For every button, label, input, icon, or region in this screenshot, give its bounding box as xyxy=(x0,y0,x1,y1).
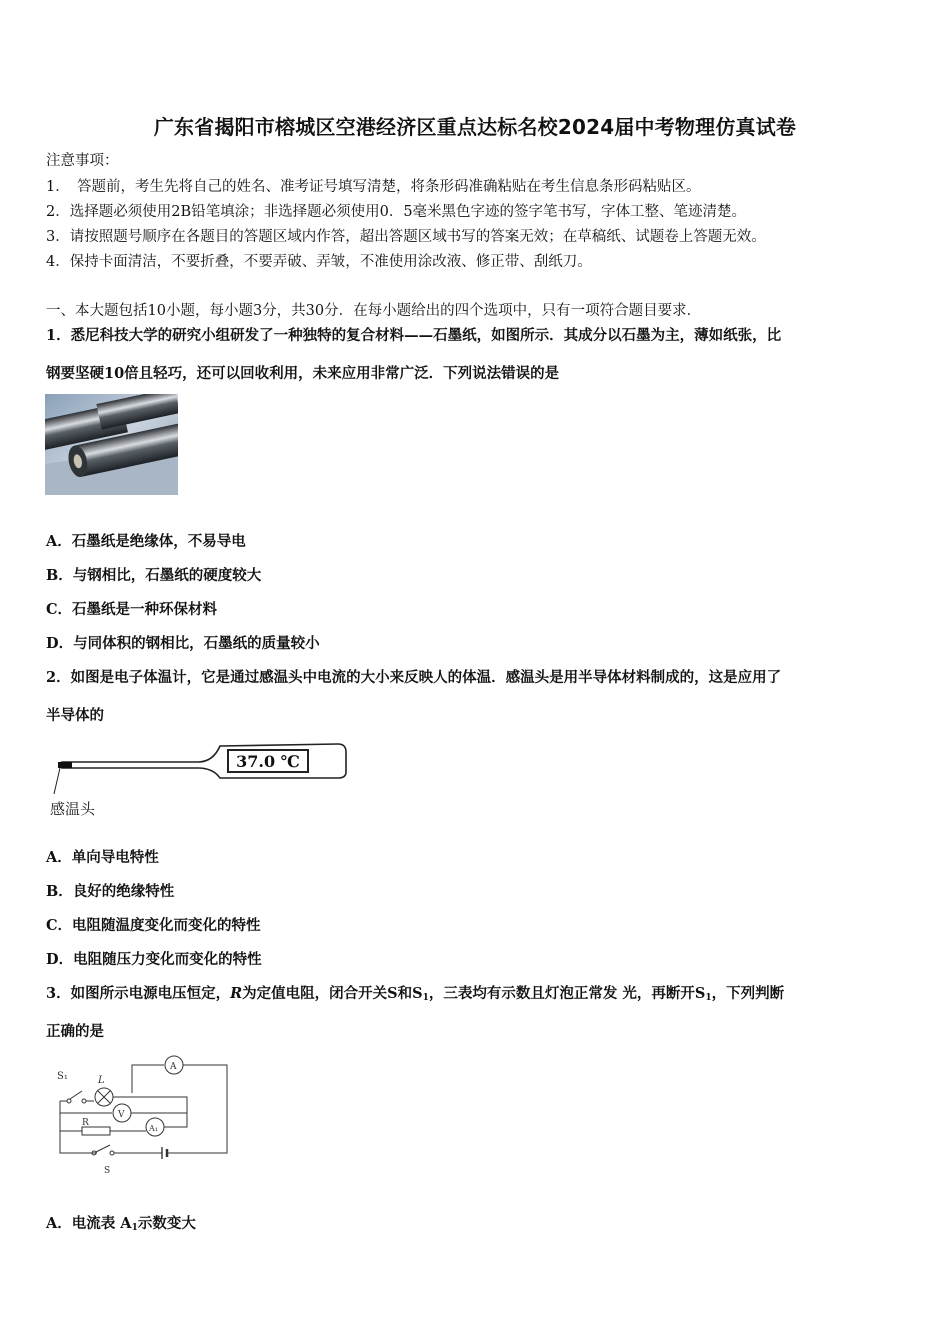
exam-title: 广东省揭阳市榕城区空港经济区重点达标名校2024届中考物理仿真试卷 xyxy=(153,115,797,139)
q3-option-a-sub: 1 xyxy=(131,1223,138,1233)
q3-stem-line1 xyxy=(46,985,784,1007)
q3-option-a xyxy=(46,1215,196,1237)
q3-stem-sub1: 1 xyxy=(422,993,429,1003)
graphite-rolls-image xyxy=(45,394,178,495)
q1-option-d: D．与同体积的钢相比，石墨纸的质量较小 xyxy=(46,635,320,652)
q3-stem-sub2: 1 xyxy=(705,993,712,1003)
q3-stem-part-d: ，下列判断 xyxy=(711,985,785,1002)
q3-stem-part-c: ，三表均有示数且灯泡正常发 光，再断开S xyxy=(428,985,706,1002)
circuit-label-a: A xyxy=(170,1062,177,1072)
q1-stem-line2: 钢要坚硬10倍且轻巧，还可以回收利用，未来应用非常广泛．下列说法错误的是 xyxy=(46,365,560,382)
q3-option-a-rest: 示数变大 xyxy=(137,1215,196,1232)
circuit-label-s1: S₁ xyxy=(57,1071,68,1082)
circuit-label-s: S xyxy=(104,1166,111,1176)
q2-option-d: D．电阻随压力变化而变化的特性 xyxy=(46,951,262,968)
q2-option-c: C．电阻随温度变化而变化的特性 xyxy=(46,917,261,934)
q1-option-a: A．石墨纸是绝缘体，不易导电 xyxy=(46,533,246,550)
q2-stem-line1: 2．如图是电子体温计，它是通过感温头中电流的大小来反映人的体温．感温头是用半导体材料制成的，这是应用了 xyxy=(46,669,782,686)
q3-stem-line2: 正确的是 xyxy=(46,1023,104,1040)
circuit-drawing xyxy=(52,1053,232,1178)
circuit-label-v: V xyxy=(118,1110,125,1120)
thermometer-reading: 37.0 ℃ xyxy=(236,752,300,771)
notes-item-4: 4．保持卡面清洁，不要折叠，不要弄破、弄皱，不准使用涂改液、修正带、刮纸刀。 xyxy=(46,254,592,270)
notes-item-2: 2．选择题必须使用2B铅笔填涂；非选择题必须使用0．5毫米黑色字迹的签字笔书写，字体工整、笔迹清楚。 xyxy=(46,204,747,220)
notes-item-3: 3．请按照题号顺序在各题目的答题区域内作答，超出答题区域书写的答案无效；在草稿纸、试题卷上答题无效。 xyxy=(46,229,766,245)
q3-stem-part-b: 为定值电阻，闭合开关S和S xyxy=(242,985,423,1002)
circuit-label-a1: A₁ xyxy=(149,1124,158,1133)
section-heading: 一、本大题包括10小题，每小题3分，共30分．在每小题给出的四个选项中，只有一项符合题目要求． xyxy=(46,303,702,319)
q2-option-a: A．单向导电特性 xyxy=(46,849,159,866)
q1-option-b: B．与钢相比，石墨纸的硬度较大 xyxy=(46,567,262,584)
notes-item-1: 1． 答题前，考生先将自己的姓名、准考证号填写清楚，将条形码准确粘贴在考生信息条形码粘贴区。 xyxy=(46,179,701,195)
thermometer-figure xyxy=(48,738,350,822)
q2-stem-line2: 半导体的 xyxy=(46,707,104,724)
probe-label: 感温头 xyxy=(50,800,96,818)
circuit-diagram xyxy=(52,1053,232,1178)
q3-stem-r: R xyxy=(230,985,243,1002)
q1-option-c: C．石墨纸是一种环保材料 xyxy=(46,601,218,618)
circuit-label-r: R xyxy=(82,1118,89,1128)
graphite-paper-photo xyxy=(45,394,178,495)
circuit-label-l: L xyxy=(98,1075,105,1086)
notes-heading: 注意事项： xyxy=(46,153,119,169)
q3-option-a-main: A．电流表 A xyxy=(46,1215,132,1232)
thermometer-drawing xyxy=(48,738,350,822)
q2-option-b: B．良好的绝缘特性 xyxy=(46,883,175,900)
q1-stem-line1: 1．悉尼科技大学的研究小组研发了一种独特的复合材料——石墨纸，如图所示．其成分以石墨为主，薄如纸张，比 xyxy=(46,327,782,344)
q3-stem-part-a: 3．如图所示电源电压恒定， xyxy=(46,985,231,1002)
